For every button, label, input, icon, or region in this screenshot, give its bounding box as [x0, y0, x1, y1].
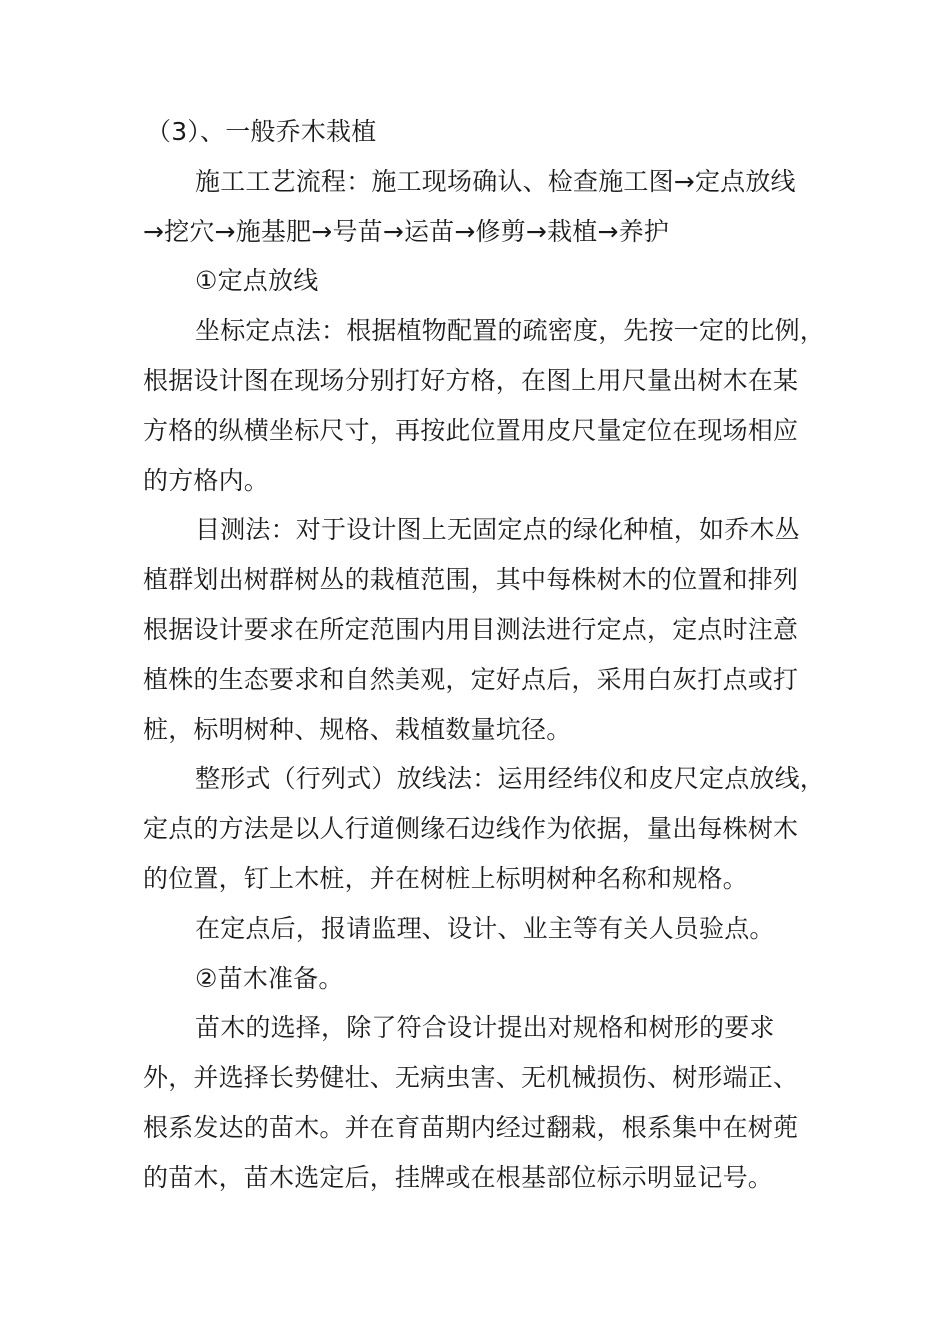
paragraph-line: →挖穴→施基肥→号苗→运苗→修剪→栽植→养护	[143, 216, 670, 246]
section-heading: （3）、一般乔木栽植	[146, 117, 377, 146]
paragraph-line: 的位置，钉上木桩，并在树桩上标明树种名称和规格。	[143, 863, 748, 893]
paragraph-line: 桩，标明树种、规格、栽植数量坑径。	[143, 714, 572, 744]
paragraph-line: 根据设计要求在所定范围内用目测法进行定点，定点时注意	[143, 614, 799, 644]
paragraph-line: 植群划出树群树丛的栽植范围，其中每株树木的位置和排列	[143, 565, 799, 595]
paragraph-line: 植株的生态要求和自然美观，定好点后，采用白灰打点或打	[143, 664, 799, 694]
paragraph-line: 根系发达的苗木。并在育苗期内经过翻栽，根系集中在树蔸	[143, 1112, 799, 1142]
paragraph-line: 施工工艺流程：施工现场确认、检查施工图→定点放线	[195, 166, 796, 196]
paragraph-line: 在定点后，报请监理、设计、业主等有关人员验点。	[195, 913, 775, 943]
document-body	[143, 107, 826, 1203]
paragraph-line: 整形式（行列式）放线法：运用经纬仪和皮尺定点放线，	[195, 764, 826, 794]
subsection-heading: ①定点放线	[195, 266, 319, 296]
paragraph-line: 定点的方法是以人行道侧缘石边线作为依据，量出每株树木	[143, 814, 799, 844]
subsection-heading: ②苗木准备。	[195, 963, 344, 993]
paragraph-line: 方格的纵横坐标尺寸，再按此位置用皮尺量定位在现场相应	[143, 415, 799, 445]
paragraph-line: 苗木的选择，除了符合设计提出对规格和树形的要求	[195, 1013, 775, 1043]
paragraph-line: 的苗木，苗木选定后，挂牌或在根基部位标示明显记号。	[143, 1162, 774, 1192]
paragraph-line: 外，并选择长势健壮、无病虫害、无机械损伤、树形端正、	[143, 1063, 799, 1093]
paragraph-line: 根据设计图在现场分别打好方格，在图上用尺量出树木在某	[143, 365, 799, 395]
paragraph-line: 坐标定点法：根据植物配置的疏密度，先按一定的比例，	[195, 316, 826, 346]
paragraph-line: 的方格内。	[143, 465, 270, 495]
paragraph-line: 目测法：对于设计图上无固定点的绿化种植，如乔木丛	[195, 515, 800, 545]
